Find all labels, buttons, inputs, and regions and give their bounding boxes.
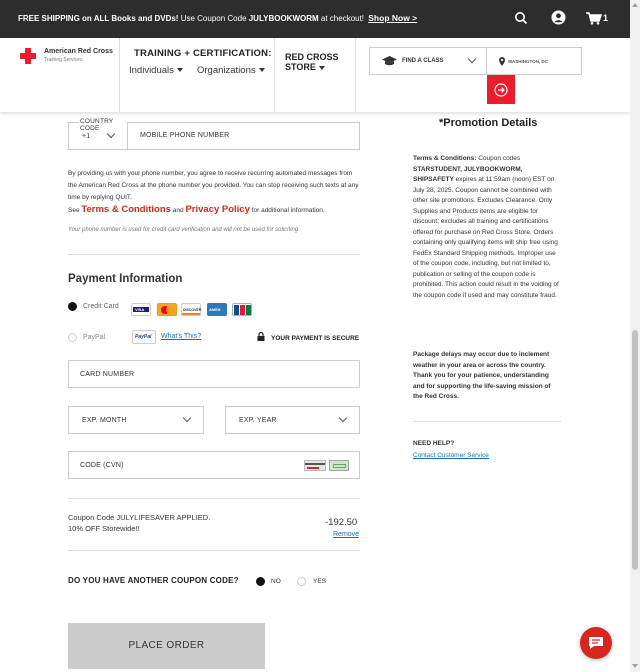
card-number-input[interactable] [68,360,360,388]
lock-icon [257,332,265,341]
scrollbar-thumb[interactable] [632,330,638,570]
promotion-details-title: *Promotion Details [439,117,538,129]
credit-card-label: Credit Card [83,303,119,310]
coupon-description: 10% OFF Storewide!! [68,524,140,533]
paypal-radio[interactable] [68,333,77,342]
discover-icon: DISCOVER [181,303,201,316]
promo-plain: Use Coupon Code [178,14,249,23]
divider [68,498,360,499]
contact-customer-service-link[interactable]: Contact Customer Service [413,452,489,459]
country-code-value: +1 [82,133,91,140]
promo-message [18,13,417,23]
promo-tail: at checkout! [318,14,367,23]
mastercard-icon [157,303,177,316]
whats-this-link[interactable]: What's This? [161,333,202,340]
logo-name: American Red Cross [44,48,113,55]
graduation-cap-icon [382,56,397,66]
scroll-up-icon[interactable] [632,3,638,7]
exp-year-label: EXP. YEAR [239,417,277,424]
shipping-delay-note: Package delays may occur due to inclement weather in your area or across the country. Thank you for your patience, understanding and for supporting the life-saving mission of the Red Cross. [413,351,551,400]
country-code-select[interactable] [69,118,128,149]
cvn-input[interactable] [68,451,360,479]
card-front-icon [329,460,349,471]
cart-icon[interactable] [586,12,602,25]
location-input[interactable]: WASHINGTON, DC [508,59,548,64]
promo-bar [0,0,630,38]
divider [68,254,360,255]
verification-note: Your phone number is used for credit card verification and will not be used for soliciting [68,227,299,233]
chevron-down-icon [177,68,183,72]
privacy-link[interactable]: Privacy Policy [185,204,250,215]
find-class-widget [369,47,582,75]
coupon-amount: -192.50 [325,517,358,528]
coupon-applied-text: Coupon Code JULYLIFESAVER APPLIED. [68,513,211,522]
shop-now-link[interactable]: Shop Now > [368,13,418,23]
promotion-terms: Terms & Conditions: Coupon codes STARSTUDENT, JULYBOOKWORM, SHIPSAFETY expires at 11:59am (noon) EST on July 28, 2025. Coupon cannot be combined with other site promotions. Excludes Clearance. Only Supplies and Products items are eligible for discount; excludes all training and certifications offered for purchase on Red Cross Store. Orders containing only qualifying items will ship free using FedEx Standard Shipping methods. Improper use of the coupon code, including, but not limited to, publication or selling of the coupon code is prohibited. This action could result in the voiding of the coupon code if used and may constitute fraud. [413,155,559,299]
amex-icon: AMEX [207,303,227,316]
chat-bubble-icon [588,636,604,650]
promo-bold: FREE SHIPPING on ALL Books and DVDs! [18,14,179,23]
chevron-down-icon [319,66,325,70]
scroll-down-icon[interactable] [632,664,638,668]
nav-individuals[interactable]: Individuals [129,65,183,76]
payment-title: Payment Information [68,273,183,285]
phone-field-group [68,118,360,150]
another-coupon-question: DO YOU HAVE ANOTHER COUPON CODE? [68,576,239,585]
header-divider [355,38,356,112]
site-header [0,38,630,112]
account-icon[interactable] [551,10,566,25]
coupon-no-radio[interactable] [256,577,265,586]
exp-year-select[interactable] [225,406,360,434]
country-code-label: COUNTRY CODE [79,118,127,132]
coupon-no-label: NO [271,578,281,585]
nav-training-title[interactable]: TRAINING + CERTIFICATION: [134,48,272,59]
cvn-placeholder: CODE (CVN) [80,462,124,469]
nav-red-cross-store[interactable]: RED CROSS STORE [285,52,339,72]
card-number-placeholder: CARD NUMBER [80,371,135,378]
location-pin-icon [499,57,505,66]
need-help-heading: NEED HELP? [413,440,455,447]
divider [68,550,360,551]
search-icon[interactable] [514,11,528,25]
logo-subtitle: Training Services [44,57,83,63]
visa-icon: VISA [131,303,151,316]
coupon-yes-radio[interactable] [297,577,306,586]
remove-coupon-link[interactable]: Remove [333,531,360,538]
sms-consent-text: By providing us with your phone number, you agree to receive recurring automated messages from the American Red Cross at the phone number you provided. You can stop receiving such texts at any time by replying QUIT. [68,170,359,201]
chevron-down-icon [183,414,191,422]
find-class-label: FIND A CLASS [402,58,444,64]
red-cross-icon [18,46,38,66]
header-divider [119,38,120,112]
mobile-phone-input[interactable]: MOBILE PHONE NUMBER [140,132,230,139]
credit-card-radio[interactable] [68,302,77,311]
find-class-dropdown[interactable] [370,48,487,74]
coupon-yes-label: YES [313,578,327,585]
paypal-badge: PayPal [132,330,156,344]
terms-link[interactable]: Terms & Conditions [81,204,171,215]
place-order-button[interactable]: PLACE ORDER [68,623,265,669]
chevron-down-icon [259,68,265,72]
header-divider [274,38,275,112]
jcb-icon [232,303,252,316]
exp-month-select[interactable] [68,406,204,434]
cart-count: 1 [603,13,609,23]
card-back-icon [304,460,326,471]
promo-code: JULYBOOKWORM [248,14,319,23]
chat-button[interactable] [580,627,612,659]
arrow-right-circle-icon [494,83,508,97]
find-class-go-button[interactable] [487,75,515,104]
divider [413,421,561,422]
vertical-scrollbar[interactable] [630,0,640,672]
red-cross-logo[interactable] [18,46,113,71]
chevron-down-icon [468,55,476,63]
secure-payment-text: YOUR PAYMENT IS SECURE [271,335,360,342]
nav-organizations[interactable]: Organizations [197,65,265,76]
terms-line: See Terms & Conditions and Privacy Policy for additional information. [68,204,325,215]
exp-month-label: EXP. MONTH [82,417,127,424]
paypal-label: PayPal [83,334,106,341]
chevron-down-icon [339,414,347,422]
